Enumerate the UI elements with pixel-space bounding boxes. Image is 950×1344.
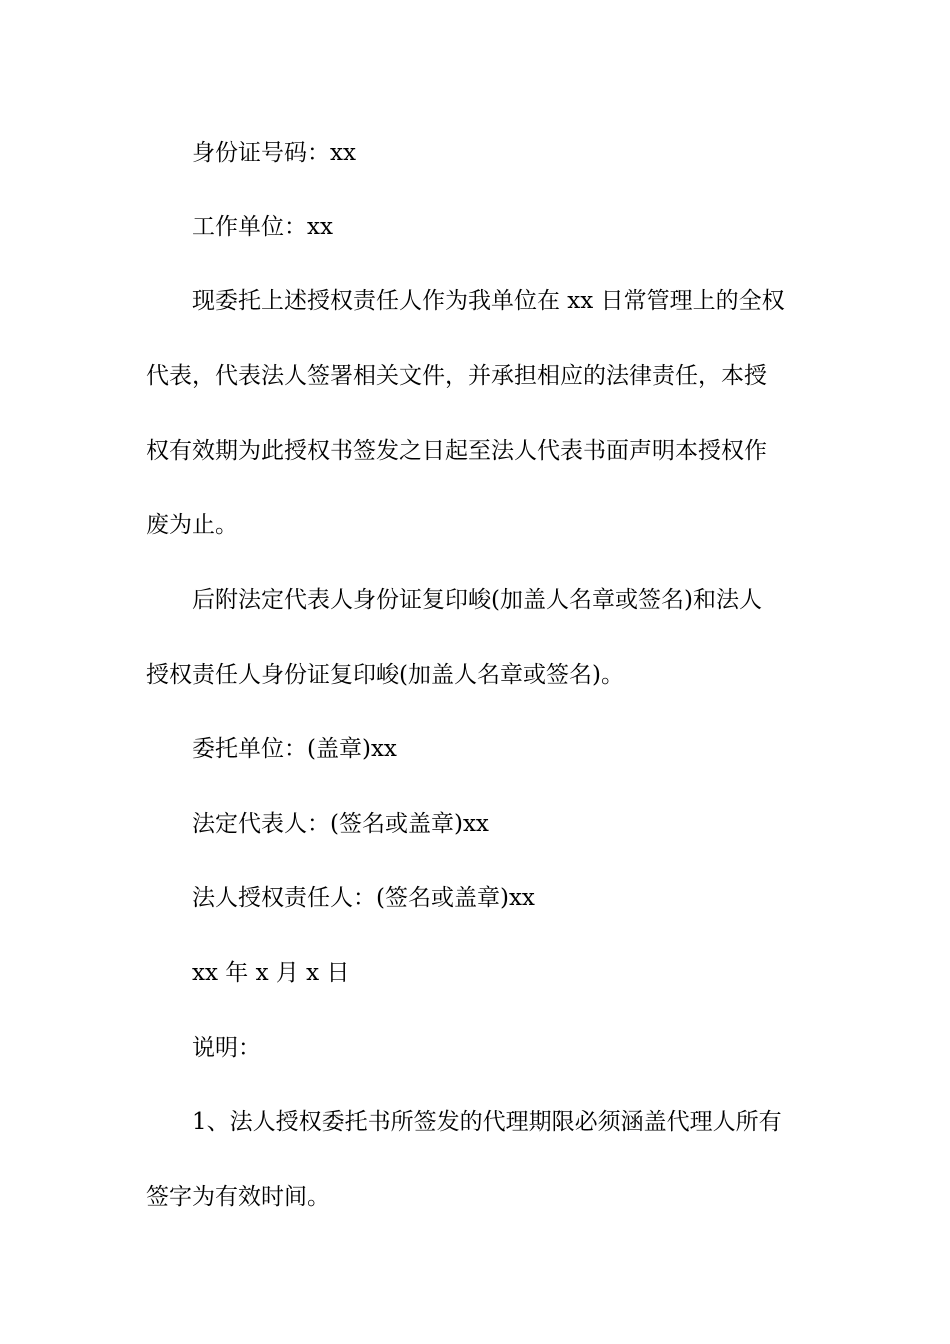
paragraph2-line1: 后附法定代表人身份证复印峻(加盖人名章或签名)和法人 [192, 587, 762, 613]
entrusting-unit-line: 委托单位：(盖章)xx [192, 736, 397, 762]
paragraph1-line4: 废为止。 [146, 512, 238, 538]
work-unit-line: 工作单位：xx [192, 214, 333, 240]
notes-heading: 说明： [192, 1035, 261, 1061]
paragraph1-line2: 代表，代表法人签署相关文件，并承担相应的法律责任，本授 [146, 363, 767, 389]
legal-representative-line: 法定代表人：(签名或盖章)xx [192, 811, 489, 837]
note1-line1: 1、法人授权委托书所签发的代理期限必须涵盖代理人所有 [192, 1109, 782, 1135]
paragraph1-line1: 现委托上述授权责任人作为我单位在 xx 日常管理上的全权 [192, 288, 785, 314]
note1-line2: 签字为有效时间。 [146, 1184, 330, 1210]
id-number-line: 身份证号码：xx [192, 140, 356, 166]
paragraph1-line3: 权有效期为此授权书签发之日起至法人代表书面声明本授权作 [146, 438, 767, 464]
authorized-person-line: 法人授权责任人：(签名或盖章)xx [192, 885, 535, 911]
paragraph2-line2: 授权责任人身份证复印峻(加盖人名章或签名)。 [146, 662, 624, 688]
date-line: xx 年 x 月 x 日 [192, 960, 350, 986]
